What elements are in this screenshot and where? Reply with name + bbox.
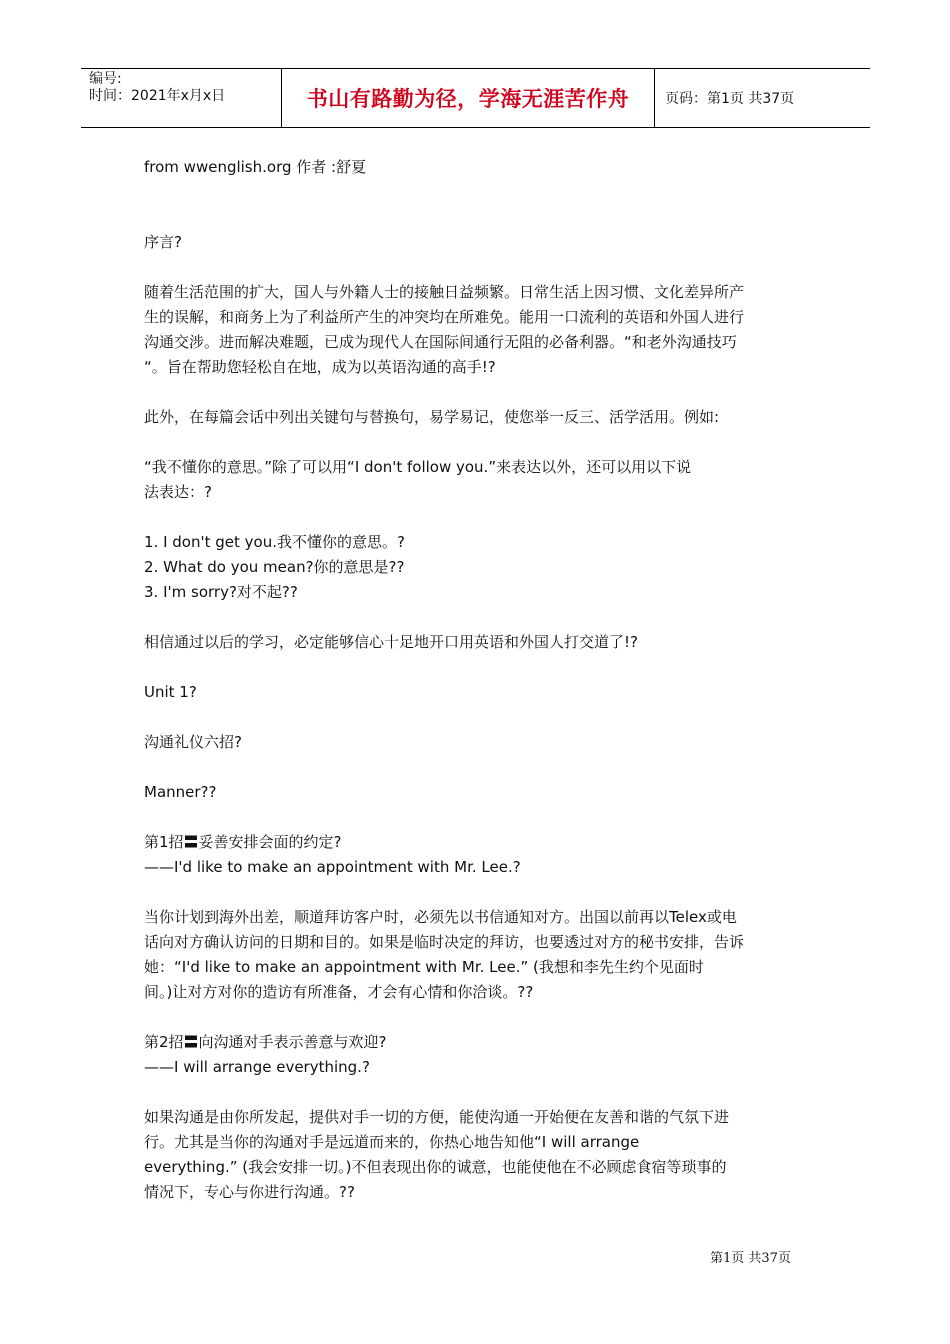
paragraph-line: 间。)让对方对你的造访有所准备，才会有心情和你洽谈。?? — [144, 983, 534, 1001]
page-footer: 第1页 共37页 — [710, 1251, 791, 1266]
paragraph-line: 当你计划到海外出差，顺道拜访客户时，必须先以书信通知对方。出国以前再以Telex或电 — [144, 908, 737, 926]
document-time: 时间：2021年x月x日 — [89, 88, 226, 104]
paragraph-line: “。旨在帮助您轻松自在地，成为以英语沟通的高手!? — [144, 358, 496, 376]
source-line: from wwenglish.org 作者 :舒夏 — [144, 158, 367, 176]
paragraph-line: 行。尤其是当你的沟通对手是远道而来的，你热心地告知他“I will arrange — [144, 1133, 640, 1151]
paragraph-line: everything.” (我会安排一切。)不但表现出你的诚意，也能使他在不必顾虑食宿等琐事的 — [144, 1158, 727, 1176]
tip-key-sentence: ——I'd like to make an appointment with Mr. Lee.? — [144, 858, 521, 876]
tip-key-sentence: ——I will arrange everything.? — [144, 1058, 370, 1076]
header-meta — [81, 69, 281, 127]
manner-heading: Manner?? — [144, 783, 217, 801]
document-body — [144, 155, 794, 1205]
tip-title: 第1招〓妥善安排会面的约定? — [144, 833, 342, 851]
example-item: 1. I don't get you.我不懂你的意思。? — [144, 533, 405, 551]
paragraph-line: 法表达：? — [144, 483, 212, 501]
paragraph-line: 随着生活范围的扩大，国人与外籍人士的接触日益频繁。日常生活上因习惯、文化差异所产 — [144, 283, 745, 301]
unit-subtitle: 沟通礼仪六招? — [144, 733, 242, 751]
paragraph-line: 沟通交涉。进而解决难题，已成为现代人在国际间通行无阻的必备利器。“和老外沟通技巧 — [144, 333, 737, 351]
document-number-label: 编号: — [89, 71, 122, 87]
preface-title: 序言? — [144, 233, 182, 251]
unit-title: Unit 1? — [144, 683, 197, 701]
header-motto: 书山有路勤为径，学海无涯苦作舟 — [281, 69, 655, 127]
header-page-info: 页码：第1页 共37页 — [665, 91, 795, 107]
example-item: 2. What do you mean?你的意思是?? — [144, 558, 405, 576]
paragraph-line: 相信通过以后的学习，必定能够信心十足地开口用英语和外国人打交道了!? — [144, 633, 638, 651]
page-header — [81, 68, 870, 128]
paragraph-line: “我不懂你的意思。”除了可以用“I don't follow you.”来表达以外，还可以用以下说 — [144, 458, 692, 476]
paragraph-line: 此外，在每篇会话中列出关键句与替换句，易学易记，使您举一反三、活学活用。例如: — [144, 408, 720, 426]
paragraph-line: 如果沟通是由你所发起，提供对手一切的方便，能使沟通一开始便在友善和谐的气氛下进 — [144, 1108, 730, 1126]
paragraph-line: 她：“I'd like to make an appointment with Mr. Lee.” (我想和李先生约个见面时 — [144, 958, 704, 976]
paragraph-line: 生的误解，和商务上为了利益所产生的冲突均在所难免。能用一口流利的英语和外国人进行 — [144, 308, 745, 326]
example-item: 3. I'm sorry?对不起?? — [144, 583, 298, 601]
paragraph-line: 情况下，专心与你进行沟通。?? — [144, 1183, 355, 1201]
paragraph-line: 话向对方确认访问的日期和目的。如果是临时决定的拜访，也要透过对方的秘书安排，告诉 — [144, 933, 745, 951]
tip-title: 第2招〓向沟通对手表示善意与欢迎? — [144, 1033, 387, 1051]
